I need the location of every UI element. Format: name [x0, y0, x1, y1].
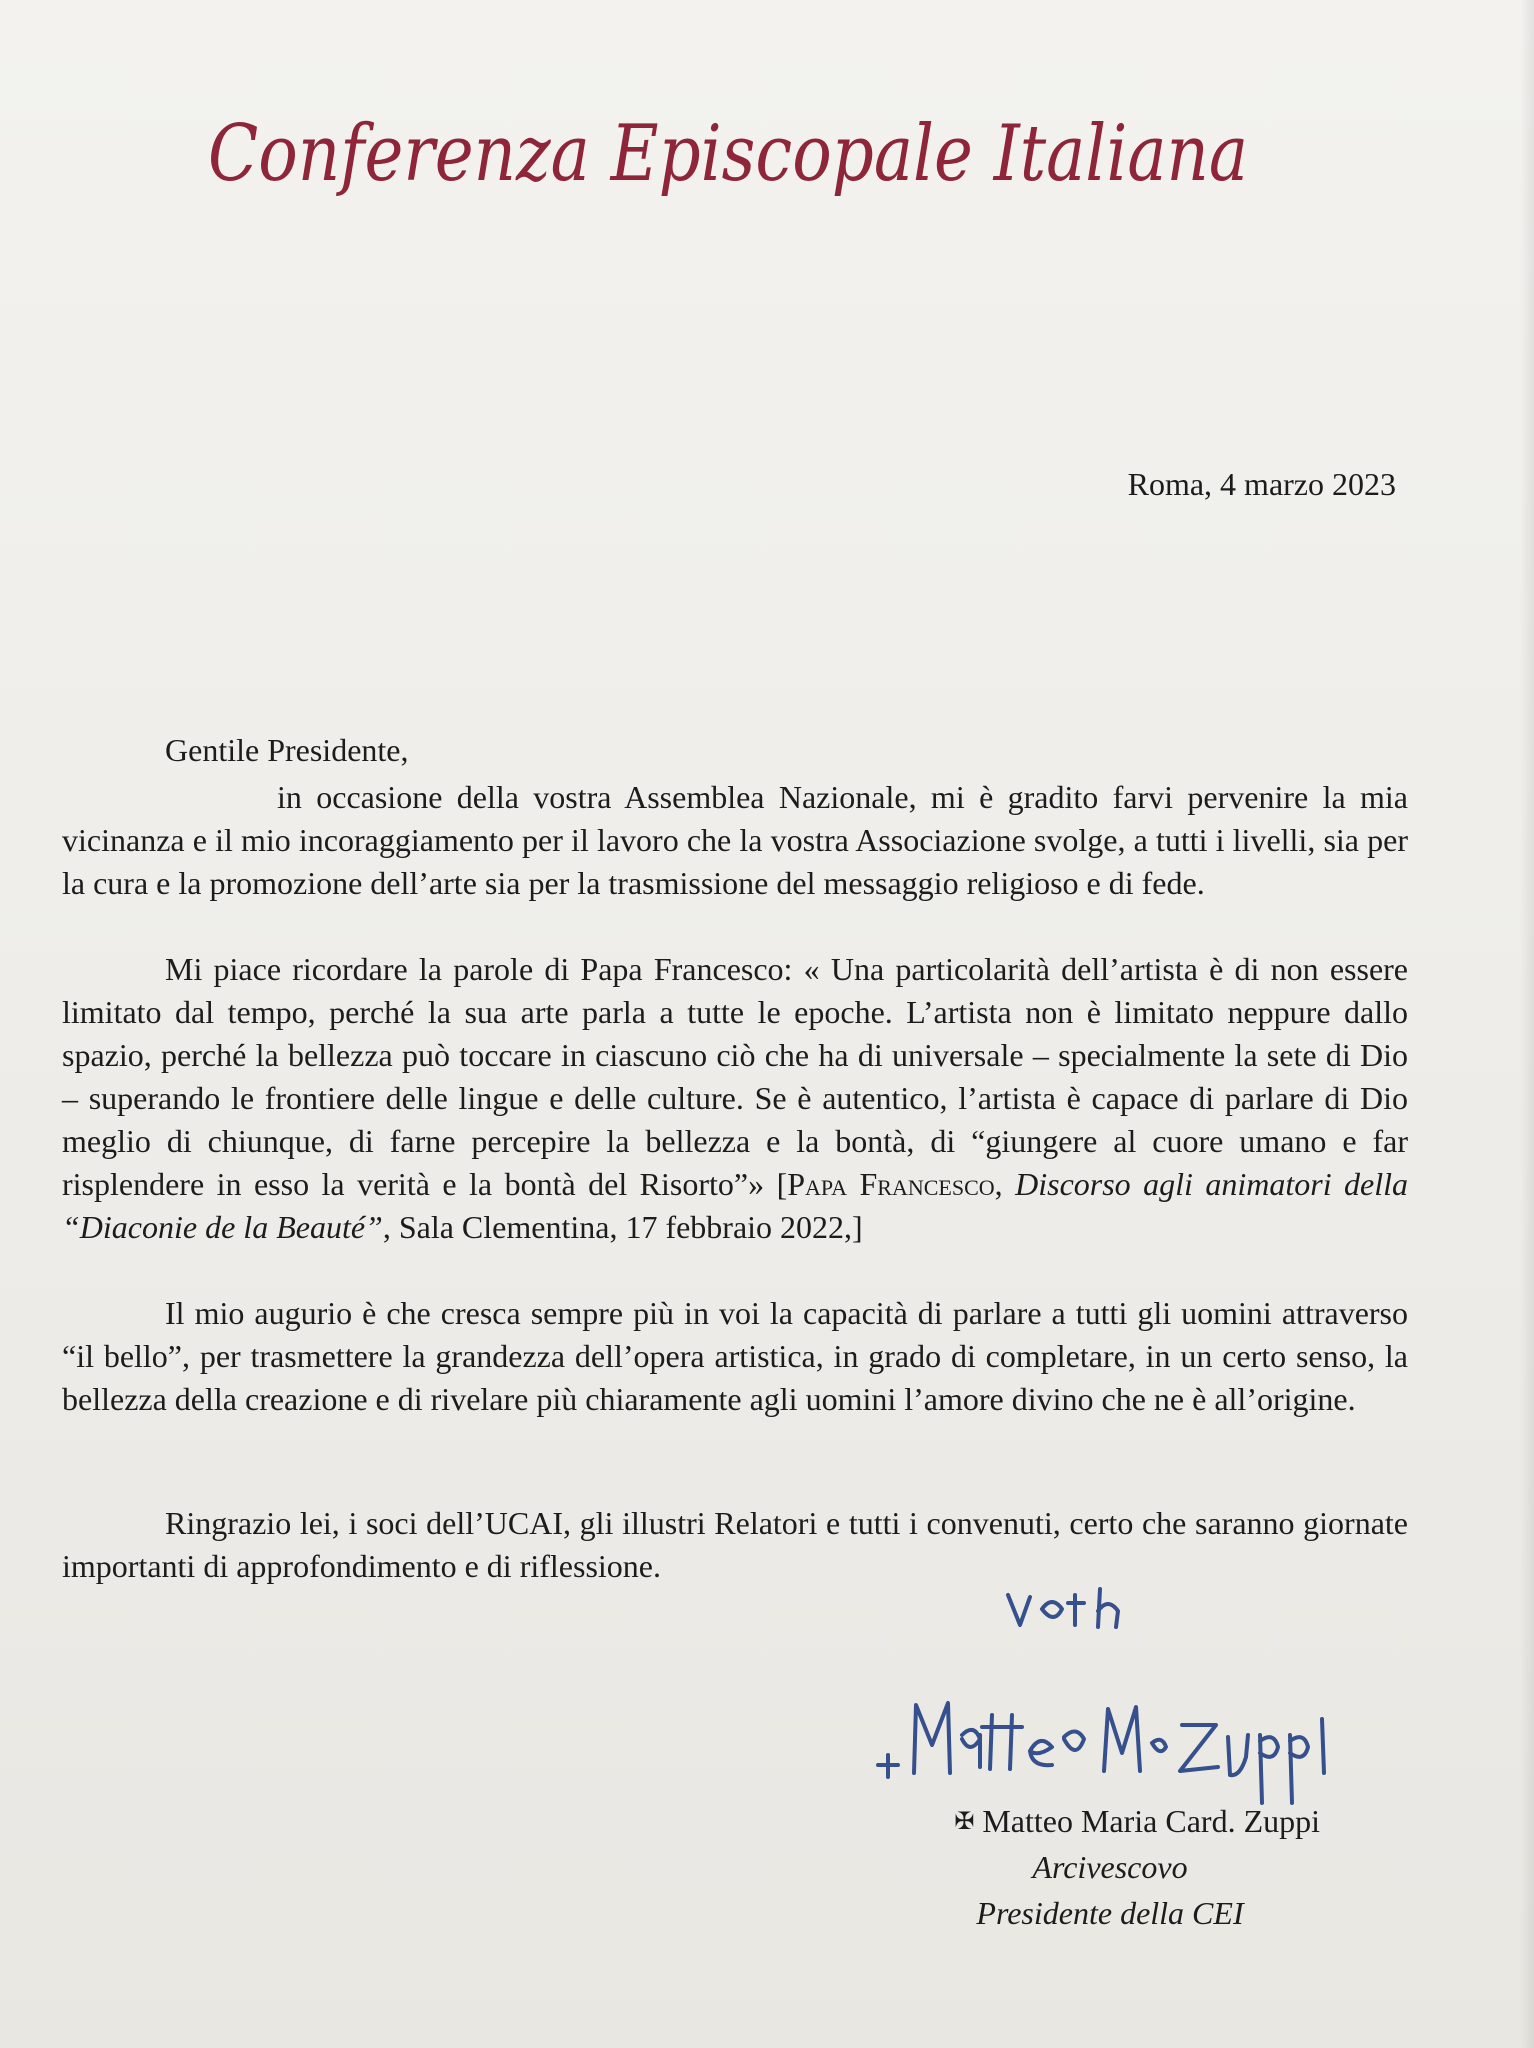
salutation: Gentile Presidente,	[165, 732, 409, 768]
paragraph-4: Ringrazio lei, i soci dell’UCAI, gli illustri Relatori e tutti i convenuti, certo che saranno giornate importanti di approfondimento e di riflessione.	[62, 1505, 1408, 1584]
signer-title: Arcivescovo	[1032, 1849, 1188, 1885]
signer-name-line	[880, 1798, 1340, 1844]
paragraph-1: in occasione della vostra Assemblea Nazionale, mi è gradito farvi pervenire la mia vicinanza e il mio incoraggiamento per il lavoro che la vostra Associazione svolge, a tutti i livelli, sia per la cura e la promozione dell’arte sia per la trasmissione del messaggio religioso e di fede.	[62, 779, 1408, 901]
paragraph-2: Mi piace ricordare la parole di Papa Francesco: « Una particolarità dell’artista è di non essere limitato dal tempo, perché la sua arte parla a tutte le epoche. L’artista non è limitato neppure dallo spazio, perché la bellezza può toccare in ciascuno ciò che ha di universale – specialmente la sete di Dio – superando le frontiere delle lingue e delle culture. Se è autentico, l’artista è capace di parlare di Dio meglio di chiunque, di farne percepire la bellezza e la bontà, di “giungere al cuore umano e far risplendere in esso la verità e la bontà del Risorto”» [Papa Francesco, Discorso agli animatori della “Diaconie de la Beauté”, Sala Clementina, 17 febbraio 2022,]	[62, 951, 1409, 1245]
citation-rest: , Sala Clementina, 17 febbraio 2022,]	[382, 1209, 863, 1245]
paragraph-3: Il mio augurio è che cresca sempre più in voi la capacità di parlare a tutti gli uomini attraverso “il bello”, per trasmettere la grandezza dell’opera artistica, in grado di completare, in un certo senso, la bellezza della creazione e di rivelare più chiaramente agli uomini l’amore divino che ne è all’origine.	[62, 1295, 1408, 1417]
letter-date: Roma, 4 marzo 2023	[1127, 466, 1396, 502]
citation-title: Discorso agli animatori della “Diaconie de la Beauté”	[62, 1166, 1409, 1245]
quote-text: Mi piace ricordare la parole di Papa Francesco: « Una particolarità dell’artista è di non essere limitato dal tempo, perché la sua arte parla a tutte le epoche. L’artista non è limitato neppure dallo spazio, perché la bellezza può toccare in ciascuno ciò che ha di universale – specialmente la sete di Dio – superando le frontiere delle lingue e delle culture. Se è autentico, l’artista è capace di parlare di Dio meglio di chiunque, di farne percepire la bellezza e la bontà, di “giungere al cuore umano e far risplendere in esso la verità e la bontà del Risorto”»	[62, 951, 1408, 1202]
signer-name: Matteo Maria Card. Zuppi	[982, 1803, 1320, 1839]
signer-role: Presidente della CEI	[976, 1895, 1244, 1931]
signer-block	[880, 1798, 1340, 1936]
citation-author: Papa Francesco,	[787, 1166, 1003, 1202]
letterhead	[200, 80, 1260, 220]
handwritten-signature	[870, 1575, 1390, 1815]
signature-drawing	[870, 1575, 1390, 1815]
cross-icon: ✠	[954, 1807, 975, 1835]
letterhead-logo	[200, 80, 1260, 220]
letterhead-title: Conferenza Episcopale Italiana	[208, 109, 1248, 199]
paper-edge-shadow	[1520, 0, 1534, 2048]
